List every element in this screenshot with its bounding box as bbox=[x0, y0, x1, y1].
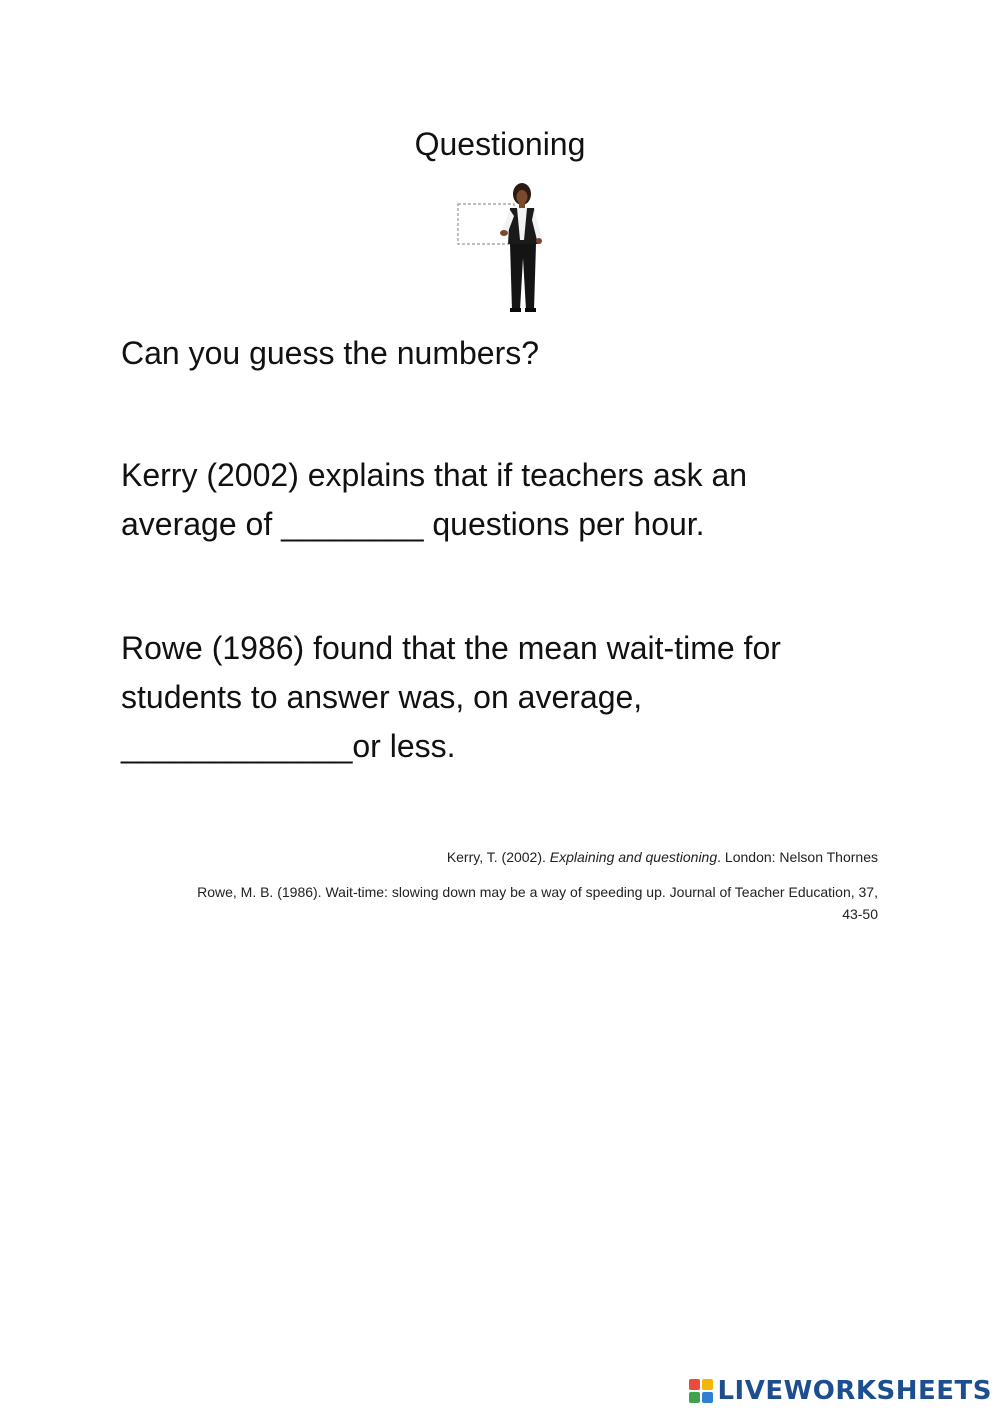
kerry-line2-after: questions per hour. bbox=[423, 506, 705, 542]
brand-name: LIVEWORKSHEETS bbox=[717, 1376, 992, 1406]
ref-kerry-after: . London: Nelson Thornes bbox=[717, 849, 878, 865]
reference-kerry bbox=[121, 846, 878, 868]
teacher-holding-sign-icon bbox=[452, 178, 552, 314]
rowe-line3-after: or less. bbox=[352, 728, 456, 764]
ref-rowe-line1: Rowe, M. B. (1986). Wait-time: slowing down may be a way of speeding up. Journal of Teacher Education, 37, bbox=[197, 884, 878, 900]
reference-rowe bbox=[121, 881, 878, 925]
intro-text: Can you guess the numbers? bbox=[121, 335, 540, 371]
rowe-line1: Rowe (1986) found that the mean wait-time for bbox=[121, 630, 781, 666]
kerry-blank[interactable]: ________ bbox=[281, 506, 424, 542]
brand-tile bbox=[702, 1379, 713, 1390]
brand-tiles-icon bbox=[689, 1379, 713, 1403]
brand-tile bbox=[689, 1392, 700, 1403]
rowe-blank[interactable]: _____________ bbox=[121, 728, 353, 764]
brand-tile bbox=[689, 1379, 700, 1390]
kerry-question bbox=[121, 451, 881, 549]
ref-rowe-line2: 43-50 bbox=[842, 906, 878, 922]
rowe-question bbox=[121, 624, 881, 771]
kerry-line2-before: average of bbox=[121, 506, 282, 542]
intro-question bbox=[121, 329, 881, 378]
ref-kerry-title: Explaining and questioning bbox=[549, 849, 718, 865]
rowe-line2: students to answer was, on average, bbox=[121, 679, 643, 715]
ref-kerry-before: Kerry, T. (2002). bbox=[446, 849, 550, 865]
brand-tile bbox=[702, 1392, 713, 1403]
liveworksheets-logo bbox=[689, 1373, 992, 1409]
page-title: Questioning bbox=[414, 126, 586, 162]
kerry-line1: Kerry (2002) explains that if teachers ask an bbox=[121, 457, 748, 493]
